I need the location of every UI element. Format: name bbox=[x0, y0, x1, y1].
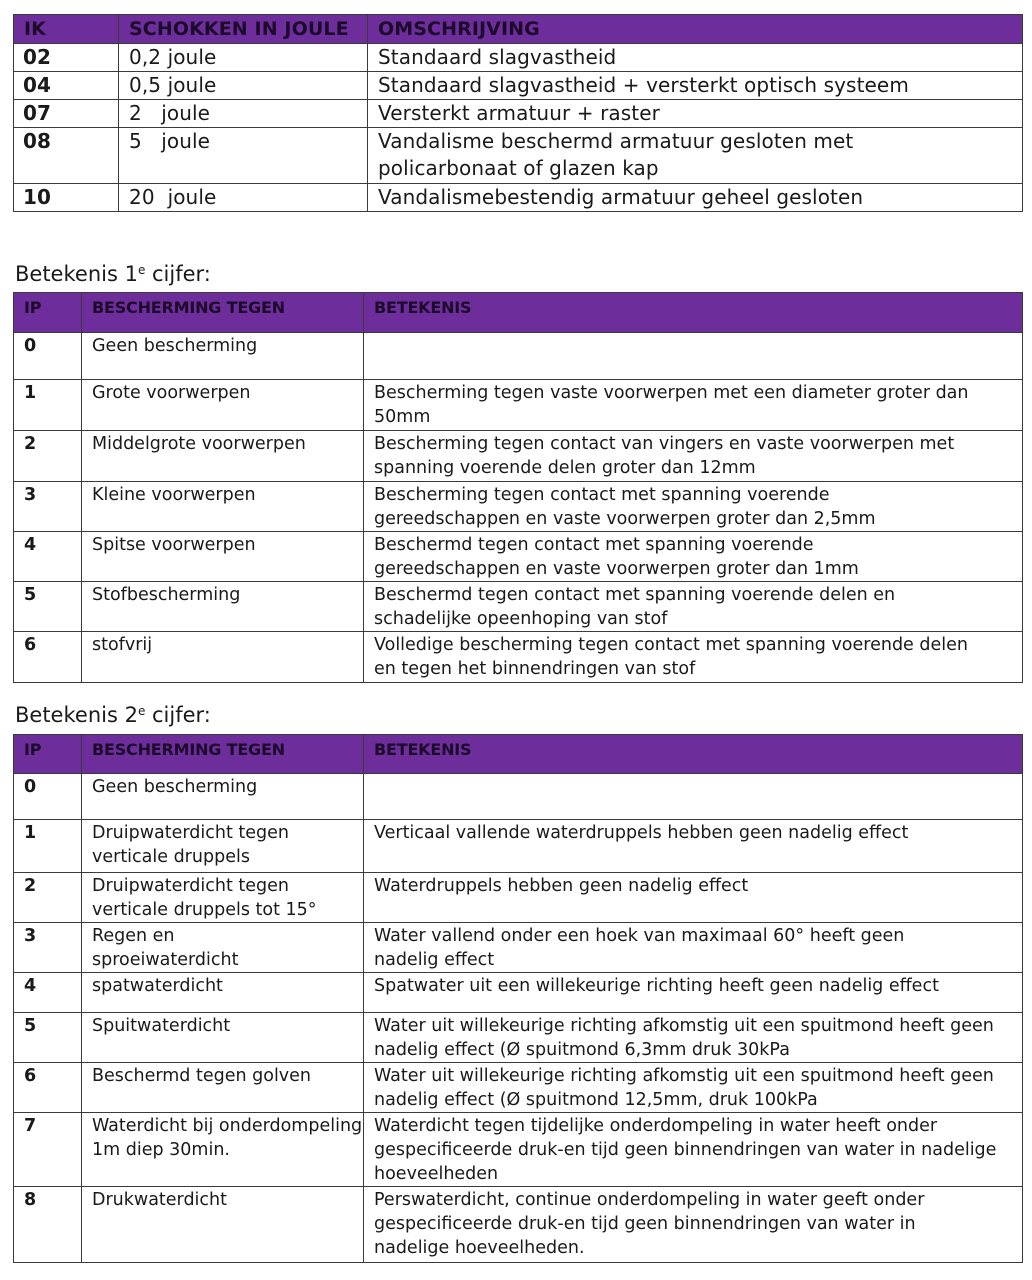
meaning: Waterdruppels hebben geen nadelig effect bbox=[364, 873, 1023, 923]
protection: stofvrij bbox=[82, 632, 364, 683]
table-row bbox=[14, 1187, 1023, 1263]
ip-digit: 5 bbox=[14, 582, 82, 632]
ik-impact-table bbox=[13, 14, 1023, 212]
protection: Grote voorwerpen bbox=[82, 380, 364, 431]
column-header-ip: IP bbox=[14, 293, 82, 333]
ip-digit: 3 bbox=[14, 482, 82, 532]
ip-digit: 3 bbox=[14, 923, 82, 973]
table-row bbox=[14, 482, 1023, 532]
heading-superscript: e bbox=[137, 704, 146, 718]
table-row bbox=[14, 44, 1023, 72]
table-row bbox=[14, 923, 1023, 973]
column-header-protection: BESCHERMING TEGEN bbox=[82, 735, 364, 774]
table-row bbox=[14, 532, 1023, 582]
ip-digit: 6 bbox=[14, 1063, 82, 1113]
meaning: Beschermd tegen contact met spanning voerende delen en schadelijke opeenhoping van stof bbox=[364, 582, 1023, 632]
ip-digit: 7 bbox=[14, 1113, 82, 1187]
ip-digit: 0 bbox=[14, 774, 82, 820]
table-row bbox=[14, 632, 1023, 683]
meaning: Bescherming tegen contact van vingers en vaste voorwerpen met spanning voerende delen groter dan 12mm bbox=[364, 431, 1023, 482]
column-header-ik: IK bbox=[14, 15, 119, 44]
joule-value: 20 joule bbox=[119, 184, 368, 212]
table-row bbox=[14, 1013, 1023, 1063]
column-header-protection: BESCHERMING TEGEN bbox=[82, 293, 364, 333]
ip-first-digit-table bbox=[13, 292, 1023, 683]
ip-second-digit-table bbox=[13, 734, 1023, 1263]
meaning: Bescherming tegen vaste voorwerpen met een diameter groter dan 50mm bbox=[364, 380, 1023, 431]
table-row bbox=[14, 774, 1023, 820]
meaning: Verticaal vallende waterdruppels hebben geen nadelig effect bbox=[364, 820, 1023, 873]
protection: Regen en sproeiwaterdicht bbox=[82, 923, 364, 973]
protection: Geen bescherming bbox=[82, 774, 364, 820]
protection: Druipwaterdicht tegen verticale druppels bbox=[82, 820, 364, 873]
ip-digit: 4 bbox=[14, 973, 82, 1013]
protection: Spuitwaterdicht bbox=[82, 1013, 364, 1063]
ip-digit: 2 bbox=[14, 431, 82, 482]
ip-digit: 6 bbox=[14, 632, 82, 683]
first-digit-heading bbox=[15, 262, 211, 286]
table-header-row bbox=[14, 735, 1023, 774]
description: Standaard slagvastheid + versterkt optisch systeem bbox=[368, 72, 1023, 100]
ik-code: 08 bbox=[14, 128, 119, 184]
joule-value: 2 joule bbox=[119, 100, 368, 128]
meaning: Volledige bescherming tegen contact met spanning voerende delen en tegen het binnendringen van stof bbox=[364, 632, 1023, 683]
table-row bbox=[14, 380, 1023, 431]
meaning: Water vallend onder een hoek van maximaal 60° heeft geen nadelig effect bbox=[364, 923, 1023, 973]
ik-code: 02 bbox=[14, 44, 119, 72]
table-row bbox=[14, 820, 1023, 873]
protection: spatwaterdicht bbox=[82, 973, 364, 1013]
table-row bbox=[14, 1063, 1023, 1113]
protection: Druipwaterdicht tegen verticale druppels tot 15° bbox=[82, 873, 364, 923]
protection: Beschermd tegen golven bbox=[82, 1063, 364, 1113]
description: Versterkt armatuur + raster bbox=[368, 100, 1023, 128]
protection: Spitse voorwerpen bbox=[82, 532, 364, 582]
meaning: Perswaterdicht, continue onderdompeling in water geeft onder gespecificeerde druk-en tijd geen binnendringen van water in nadelige hoeveelheden. bbox=[364, 1187, 1023, 1263]
description: Vandalismebestendig armatuur geheel gesloten bbox=[368, 184, 1023, 212]
table-row bbox=[14, 582, 1023, 632]
table-row bbox=[14, 128, 1023, 184]
table-row bbox=[14, 72, 1023, 100]
joule-value: 0,5 joule bbox=[119, 72, 368, 100]
column-header-ip: IP bbox=[14, 735, 82, 774]
meaning: Bescherming tegen contact met spanning voerende gereedschappen en vaste voorwerpen groter dan 2,5mm bbox=[364, 482, 1023, 532]
heading-text: Betekenis 1 bbox=[15, 262, 138, 286]
ik-code: 04 bbox=[14, 72, 119, 100]
heading-text: Betekenis 2 bbox=[15, 703, 138, 727]
description: Vandalisme beschermd armatuur gesloten met policarbonaat of glazen kap bbox=[368, 128, 1023, 184]
protection: Stofbescherming bbox=[82, 582, 364, 632]
joule-value: 0,2 joule bbox=[119, 44, 368, 72]
table-row bbox=[14, 100, 1023, 128]
meaning: Waterdicht tegen tijdelijke onderdompeling in water heeft onder gespecificeerde druk-en tijd geen binnendringen van water in nadelige hoeveelheden bbox=[364, 1113, 1023, 1187]
column-header-description: OMSCHRIJVING bbox=[368, 15, 1023, 44]
table-row bbox=[14, 333, 1023, 380]
ip-digit: 1 bbox=[14, 380, 82, 431]
ip-digit: 2 bbox=[14, 873, 82, 923]
column-header-meaning: BETEKENIS bbox=[364, 735, 1023, 774]
ip-digit: 1 bbox=[14, 820, 82, 873]
table-row bbox=[14, 973, 1023, 1013]
protection: Middelgrote voorwerpen bbox=[82, 431, 364, 482]
ik-code: 07 bbox=[14, 100, 119, 128]
joule-value: 5 joule bbox=[119, 128, 368, 184]
column-header-meaning: BETEKENIS bbox=[364, 293, 1023, 333]
meaning bbox=[364, 774, 1023, 820]
table-row bbox=[14, 184, 1023, 212]
ip-digit: 8 bbox=[14, 1187, 82, 1263]
second-digit-heading bbox=[15, 703, 211, 727]
description: Standaard slagvastheid bbox=[368, 44, 1023, 72]
protection: Kleine voorwerpen bbox=[82, 482, 364, 532]
table-row bbox=[14, 873, 1023, 923]
meaning: Beschermd tegen contact met spanning voerende gereedschappen en vaste voorwerpen groter dan 1mm bbox=[364, 532, 1023, 582]
meaning: Water uit willekeurige richting afkomstig uit een spuitmond heeft geen nadelig effect (Ø spuitmond 12,5mm, druk 100kPa bbox=[364, 1063, 1023, 1113]
table-row bbox=[14, 1113, 1023, 1187]
ip-digit: 5 bbox=[14, 1013, 82, 1063]
protection: Waterdicht bij onderdompeling 1m diep 30min. bbox=[82, 1113, 364, 1187]
meaning: Water uit willekeurige richting afkomstig uit een spuitmond heeft geen nadelig effect (Ø spuitmond 6,3mm druk 30kPa bbox=[364, 1013, 1023, 1063]
ip-digit: 0 bbox=[14, 333, 82, 380]
heading-suffix: cijfer: bbox=[145, 703, 211, 727]
ip-digit: 4 bbox=[14, 532, 82, 582]
meaning bbox=[364, 333, 1023, 380]
heading-suffix: cijfer: bbox=[145, 262, 211, 286]
table-header-row bbox=[14, 293, 1023, 333]
protection: Geen bescherming bbox=[82, 333, 364, 380]
table-header-row bbox=[14, 15, 1023, 44]
heading-superscript: e bbox=[137, 263, 146, 277]
column-header-joule: SCHOKKEN IN JOULE bbox=[119, 15, 368, 44]
table-row bbox=[14, 431, 1023, 482]
ik-code: 10 bbox=[14, 184, 119, 212]
protection: Drukwaterdicht bbox=[82, 1187, 364, 1263]
meaning: Spatwater uit een willekeurige richting heeft geen nadelig effect bbox=[364, 973, 1023, 1013]
